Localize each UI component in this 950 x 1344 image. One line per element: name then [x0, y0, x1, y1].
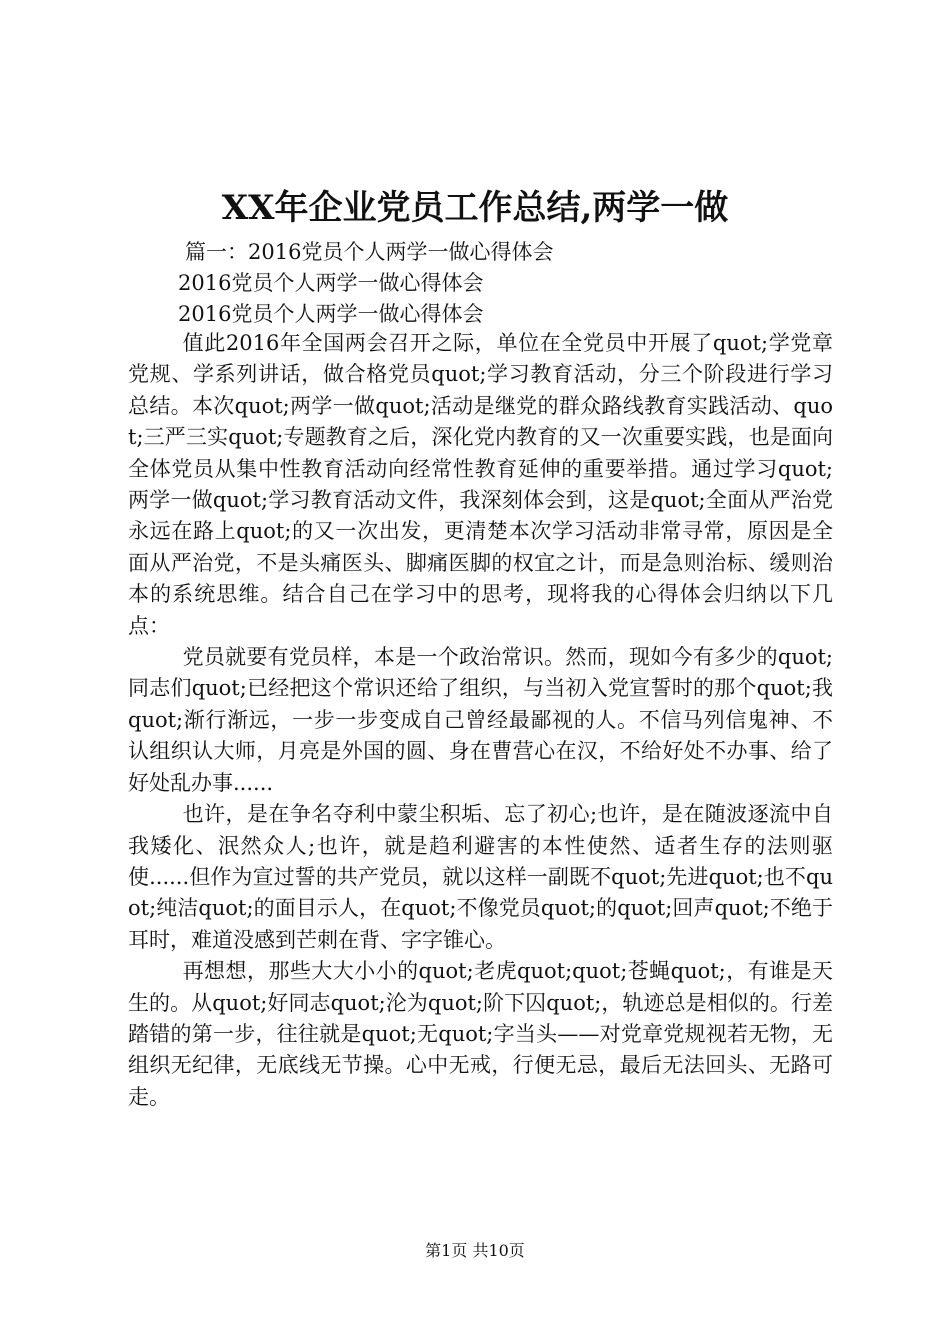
paragraph: 党员就要有党员样，本是一个政治常识。然而，现如今有多少的quot;同志们quot;已经把这个常识还给了组织，与当初入党宣誓时的那个quot;我quot;渐行渐远，一步一步变成自己曾经最鄙视的人。不信马列信鬼神、不认组织认大师，月亮是外国的圆、身在曹营心在汉，不给好处不办事、给了好处乱办事...... — [128, 645, 833, 795]
document-body — [128, 328, 833, 1113]
paragraph: 值此2016年全国两会召开之际，单位在全党员中开展了quot;学党章党规、学系列讲话，做合格党员quot;学习教育活动，分三个阶段进行学习总结。本次quot;两学一做quot;活动是继党的群众路线教育实践活动、quot;三严三实quot;专题教育之后，深化党内教育的又一次重要实践，也是面向全体党员从集中性教育活动向经常性教育延伸的重要举措。通过学习quot;两学一做quot;学习教育活动文件，我深刻体会到，这是quot;全面从严治党永远在路上quot;的又一次出发，更清楚本次学习活动非常寻常，原因是全面从严治党，不是头痛医头、脚痛医脚的权宜之计，而是急则治标、缓则治本的系统思维。结合自己在学习中的思考，现将我的心得体会归纳以下几点： — [128, 331, 833, 638]
paragraph: 再想想，那些大大小小的quot;老虎quot;quot;苍蝇quot;，有谁是天生的。从quot;好同志quot;沦为quot;阶下囚quot;，轨迹总是相似的。行差踏错的第一步，往往就是quot;无quot;字当头——对党章党规视若无物，无组织无纪律，无底线无节操。心中无戒，行便无忌，最后无法回头、无路可走。 — [128, 959, 833, 1109]
page-footer: 第1页 共10页 — [425, 1241, 525, 1260]
document-title: XX年企业党员工作总结,两学一做 — [221, 188, 729, 228]
subheading-repeat-1: 2016党员个人两学一做心得体会 — [178, 271, 484, 295]
subheading-chapter: 篇一：2016党员个人两学一做心得体会 — [185, 240, 554, 264]
subheading-repeat-2: 2016党员个人两学一做心得体会 — [178, 302, 484, 326]
paragraph: 也许，是在争名夺利中蒙尘积垢、忘了初心;也许，是在随波逐流中自我矮化、泯然众人;也许，就是趋利避害的本性使然、适者生存的法则驱使......但作为宣过誓的共产党员，就以这样一副既不quot;先进quot;也不quot;纯洁quot;的面目示人，在quot;不像党员quot;的quot;回声quot;不绝于耳时，难道没感到芒刺在背、字字锥心。 — [128, 802, 833, 952]
